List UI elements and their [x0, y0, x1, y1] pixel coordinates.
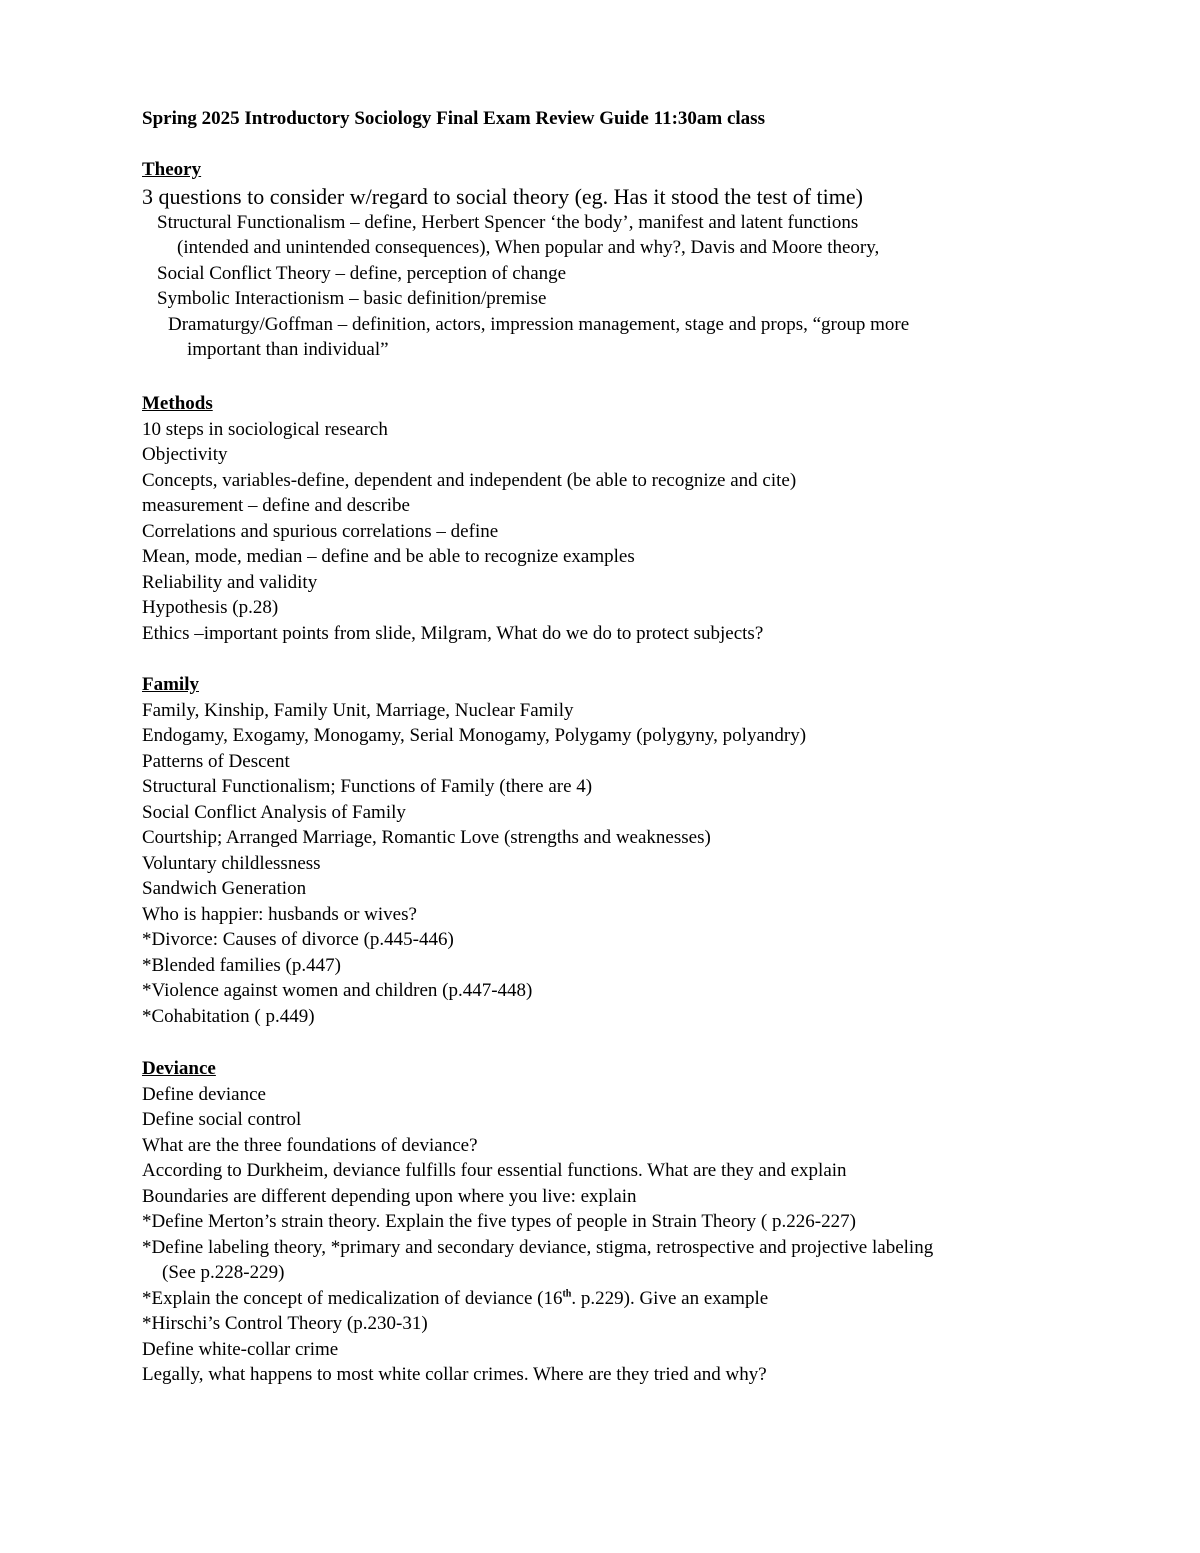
deviance-medicalization-line — [142, 1286, 1142, 1312]
family-line: Structural Functionalism; Functions of Family (there are 4) — [142, 776, 593, 797]
family-line: Patterns of Descent — [142, 750, 290, 772]
family-section — [142, 672, 1142, 1029]
deviance-line: Define white-collar crime — [142, 1338, 339, 1360]
methods-line: Ethics –important points from slide, Milgram, What do we do to protect subjects? — [142, 622, 764, 644]
methods-line: Reliability and validity — [142, 571, 318, 593]
ordinal-superscript: th — [562, 1288, 572, 1300]
theory-line: Dramaturgy/Goffman – definition, actors, impression management, stage and props, “group more — [168, 313, 910, 335]
deviance-line: Define deviance — [142, 1083, 266, 1105]
theory-section — [142, 157, 1142, 363]
theory-intro: 3 questions to consider w/regard to social theory (eg. Has it stood the test of time) — [142, 183, 863, 209]
family-line: Voluntary childlessness — [142, 852, 321, 874]
methods-line: Correlations and spurious correlations – define — [142, 520, 499, 542]
family-line: *Violence against women and children (p.447-448) — [142, 980, 533, 1001]
methods-line: 10 steps in sociological research — [142, 418, 388, 440]
deviance-line: (See p.228-229) — [162, 1262, 285, 1283]
deviance-line: Boundaries are different depending upon where you live: explain — [142, 1185, 637, 1207]
theory-line: Social Conflict Theory – define, perception of change — [157, 262, 567, 284]
methods-line: Mean, mode, median – define and be able to recognize examples — [142, 546, 635, 567]
theory-heading: Theory — [142, 159, 202, 180]
family-line: *Blended families (p.447) — [142, 954, 341, 976]
theory-line: (intended and unintended consequences), When popular and why?, Davis and Moore theory, — [177, 237, 880, 258]
family-line: *Divorce: Causes of divorce (p.445-446) — [142, 929, 454, 950]
theory-line: Structural Functionalism – define, Herbert Spencer ‘the body’, manifest and latent functions — [157, 211, 859, 233]
deviance-line: *Define labeling theory, *primary and secondary deviance, stigma, retrospective and projective labeling — [142, 1236, 934, 1258]
family-line: *Cohabitation ( p.449) — [142, 1005, 315, 1027]
deviance-heading: Deviance — [142, 1058, 216, 1079]
deviance-line: According to Durkheim, deviance fulfills four essential functions. What are they and explain — [142, 1160, 847, 1181]
deviance-line: Legally, what happens to most white collar crimes. Where are they tried and why? — [142, 1364, 767, 1385]
family-line: Endogamy, Exogamy, Monogamy, Serial Monogamy, Polygamy (polygyny, polyandry) — [142, 725, 807, 746]
theory-line: Symbolic Interactionism – basic definition/premise — [157, 288, 547, 309]
family-heading: Family — [142, 674, 199, 695]
family-line: Courtship; Arranged Marriage, Romantic Love (strengths and weaknesses) — [142, 827, 711, 848]
deviance-line: *Hirschi’s Control Theory (p.230-31) — [142, 1313, 428, 1334]
methods-line: measurement – define and describe — [142, 495, 410, 516]
medicalization-text-before: *Explain the concept of medicalization of deviance (16 — [142, 1287, 563, 1309]
family-line: Social Conflict Analysis of Family — [142, 801, 406, 823]
family-line: Family, Kinship, Family Unit, Marriage, Nuclear Family — [142, 699, 574, 721]
medicalization-text-after: . p.229). Give an example — [571, 1287, 769, 1309]
methods-heading: Methods — [142, 393, 213, 414]
deviance-line: *Define Merton’s strain theory. Explain the five types of people in Strain Theory ( p.226-227) — [142, 1211, 856, 1232]
deviance-line: What are the three foundations of deviance? — [142, 1134, 478, 1156]
methods-line: Objectivity — [142, 444, 228, 465]
document-title: Spring 2025 Introductory Sociology Final Exam Review Guide 11:30am class — [142, 108, 765, 129]
methods-line: Hypothesis (p.28) — [142, 597, 279, 618]
methods-section — [142, 391, 1142, 646]
deviance-section — [142, 1056, 1142, 1388]
family-line: Sandwich Generation — [142, 878, 307, 899]
deviance-line: Define social control — [142, 1109, 302, 1130]
family-line: Who is happier: husbands or wives? — [142, 903, 417, 925]
theory-line: important than individual” — [187, 339, 389, 360]
methods-line: Concepts, variables-define, dependent and independent (be able to recognize and cite) — [142, 469, 797, 491]
